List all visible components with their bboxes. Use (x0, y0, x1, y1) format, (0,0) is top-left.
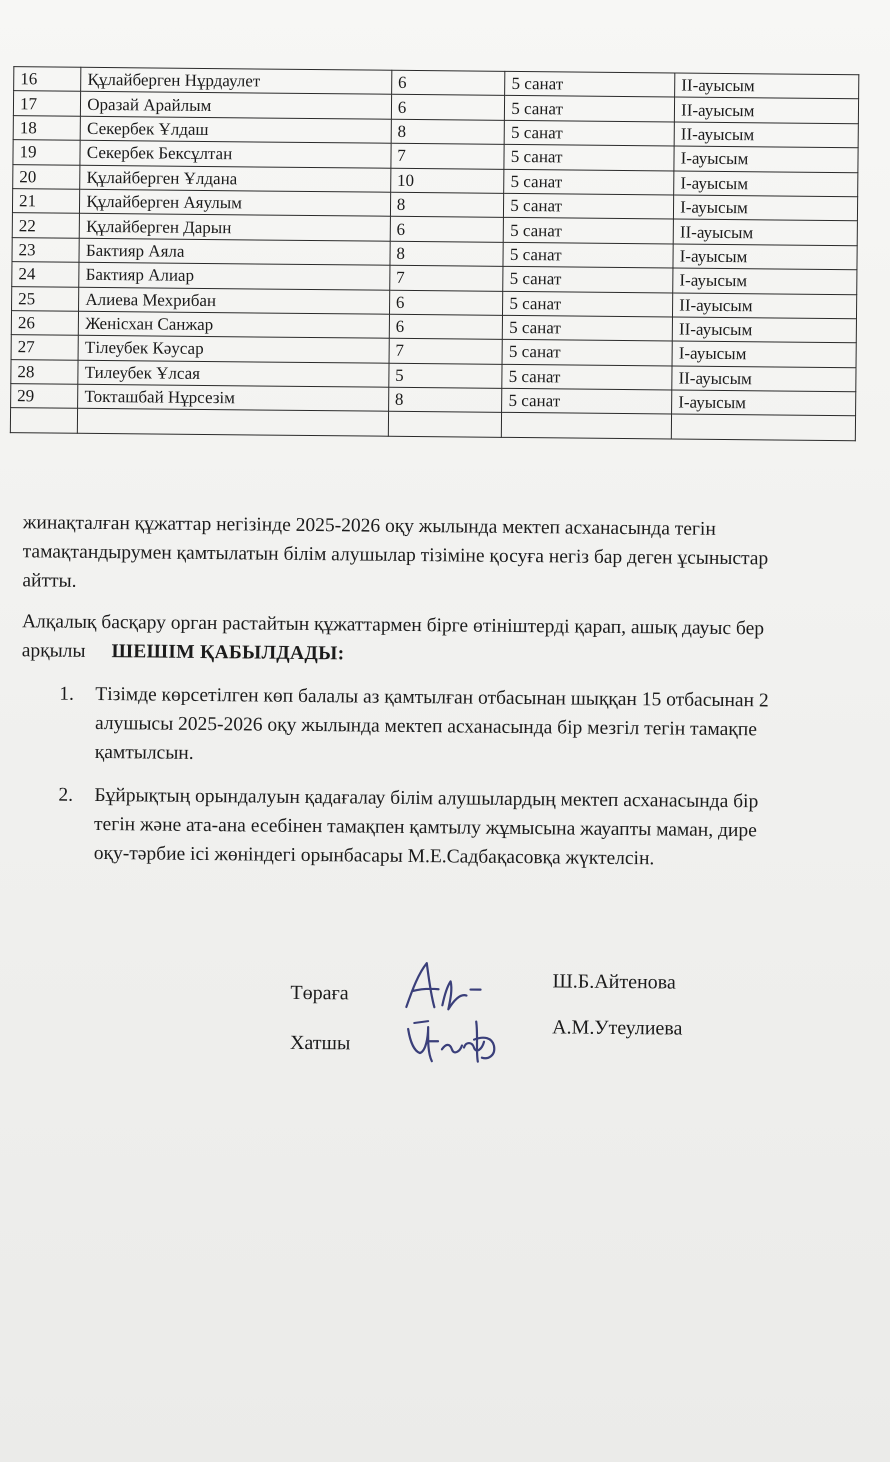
grade-cell: 8 (390, 192, 504, 217)
chair-signature-icon (398, 959, 509, 1016)
row-number-cell: 19 (13, 140, 81, 165)
secretary-signature-icon (398, 1011, 509, 1068)
category-cell: 5 санат (504, 218, 674, 244)
row-number-cell: 20 (13, 164, 81, 189)
row-number-cell: 18 (13, 115, 81, 140)
text-line: жинақталған құжаттар негізінде 2025-2026 оқу жылында мектеп асханасында тегін (22, 512, 716, 540)
decision-heading: ШЕШІМ ҚАБЫЛДАДЫ: (111, 641, 345, 665)
shift-cell: I-ауысым (674, 171, 858, 197)
student-name-cell: Алиева Мехрибан (79, 287, 390, 314)
text-line: қамтылсын. (94, 741, 194, 764)
student-name-cell: Секербек Бексұлтан (80, 140, 391, 167)
student-name-cell: Құлайберген Нұрдаулет (81, 67, 392, 94)
category-cell: 5 санат (503, 266, 673, 292)
decision-item-number: 1. (59, 683, 75, 705)
shift-cell: I-ауысым (672, 390, 856, 416)
student-name-cell: Секербек Ұлдаш (80, 116, 391, 143)
text-line: Бұйрықтың орындалуын қадағалау білім алушылардың мектеп асханасында бір (94, 784, 759, 813)
text-line: тамақтандырумен қамтылатын білім алушылар тізіміне қосуға негіз бар деген ұсыныстар (22, 541, 769, 570)
row-number-cell: 29 (11, 384, 79, 409)
category-cell: 5 санат (505, 96, 675, 122)
row-number-cell: 24 (12, 262, 80, 287)
grade-cell: 10 (390, 168, 504, 193)
empty-cell (502, 413, 672, 439)
text-line: айтты. (22, 570, 77, 592)
grade-cell: 5 (389, 363, 503, 388)
text-line: Алқалық басқару орган растайтын құжаттармен бірге өтініштерді қарап, ашық дауыс бер (21, 611, 765, 640)
chair-name: Ш.Б.Айтенова (552, 970, 676, 994)
chair-role-label: Төраға (290, 981, 349, 1005)
grade-cell: 6 (389, 314, 503, 339)
student-name-cell: Тілеубек Кәусар (78, 336, 389, 363)
student-name-cell: Құлайберген Аяулым (80, 189, 391, 216)
row-number-cell: 27 (11, 335, 79, 360)
category-cell: 5 санат (504, 145, 674, 171)
shift-cell: I-ауысым (674, 146, 858, 172)
row-number-cell: 16 (14, 67, 82, 92)
text-fragment: арқылы (21, 640, 86, 662)
decision-item (21, 679, 890, 775)
grade-cell: 6 (391, 70, 505, 95)
shift-cell: I-ауысым (673, 244, 857, 270)
row-number-cell: 17 (13, 91, 81, 116)
decision-paragraph (22, 607, 890, 674)
grade-cell: 6 (390, 217, 504, 242)
grade-cell: 6 (389, 290, 503, 315)
category-cell: 5 санат (503, 291, 673, 317)
student-name-cell: Құлайберген Дарын (80, 214, 391, 241)
category-cell: 5 санат (502, 340, 672, 366)
student-name-cell: Тилеубек Ұлсая (78, 360, 389, 387)
student-name-cell: Бактияр Алиар (79, 262, 390, 289)
grade-cell: 7 (390, 265, 504, 290)
grade-cell: 8 (391, 119, 505, 144)
row-number-cell: 22 (12, 213, 80, 238)
category-cell: 5 санат (503, 242, 673, 268)
grade-cell: 7 (389, 339, 503, 364)
secretary-role-label: Хатшы (289, 1031, 351, 1055)
decision-list (20, 679, 890, 876)
empty-cell (10, 408, 78, 433)
shift-cell: II-ауысым (673, 292, 857, 318)
shift-cell: II-ауысым (672, 317, 856, 343)
shift-cell: II-ауысым (674, 97, 858, 123)
chair-signature-row (290, 968, 850, 1013)
basis-paragraph (22, 508, 890, 604)
student-name-cell: Женісхан Санжар (79, 311, 390, 338)
student-name-cell: Оразай Арайлым (81, 92, 392, 119)
category-cell: 5 санат (504, 120, 674, 146)
signature-block (290, 968, 851, 1083)
shift-cell: II-ауысым (674, 122, 858, 148)
text-line: алушысы 2025-2026 оқу жылында мектеп асханасында бір мезгіл тегін тамақпе (94, 712, 758, 741)
shift-cell: II-ауысым (672, 366, 856, 392)
category-cell: 5 санат (504, 193, 674, 219)
empty-cell (78, 409, 389, 436)
row-number-cell: 28 (11, 359, 79, 384)
students-table-body (10, 67, 858, 441)
shift-cell: II-ауысым (673, 219, 857, 245)
shift-cell: II-ауысым (675, 73, 859, 99)
row-number-cell: 23 (12, 237, 80, 262)
shift-cell: I-ауысым (672, 341, 856, 367)
decision-item-number: 2. (58, 784, 74, 806)
category-cell: 5 санат (502, 388, 672, 414)
grade-cell: 7 (391, 143, 505, 168)
student-name-cell: Құлайберген Ұлдана (80, 165, 391, 192)
students-table (10, 66, 859, 441)
shift-cell: I-ауысым (673, 268, 857, 294)
row-number-cell: 26 (11, 311, 79, 336)
student-name-cell: Токташбай Нұрсезім (78, 384, 389, 411)
secretary-signature-row (289, 1016, 850, 1065)
grade-cell: 6 (391, 95, 505, 120)
text-line: Тізімде көрсетілген көп балалы аз қамтылған отбасынан шыққан 15 отбасынан 2 (95, 683, 769, 712)
category-cell: 5 санат (502, 364, 672, 390)
document-body (20, 508, 890, 890)
grade-cell: 8 (390, 241, 504, 266)
shift-cell: I-ауысым (674, 195, 858, 221)
row-number-cell: 21 (12, 189, 80, 214)
category-cell: 5 санат (505, 71, 675, 97)
text-line: оқу-тәрбие ісі жөніндегі орынбасары М.Е.Садбақасовқа жүктелсін. (93, 842, 655, 870)
secretary-name: А.М.Утеулиева (552, 1016, 683, 1040)
decision-item (20, 780, 890, 876)
category-cell: 5 санат (504, 169, 674, 195)
category-cell: 5 санат (503, 315, 673, 341)
student-name-cell: Бактияр Аяла (79, 238, 390, 265)
text-line: тегін және ата-ана есебінен тамақпен қамтылу жұмысына жауапты маман, дире (93, 813, 757, 842)
empty-cell (388, 412, 502, 437)
empty-cell (671, 414, 855, 440)
row-number-cell: 25 (12, 286, 80, 311)
grade-cell: 8 (388, 387, 502, 412)
